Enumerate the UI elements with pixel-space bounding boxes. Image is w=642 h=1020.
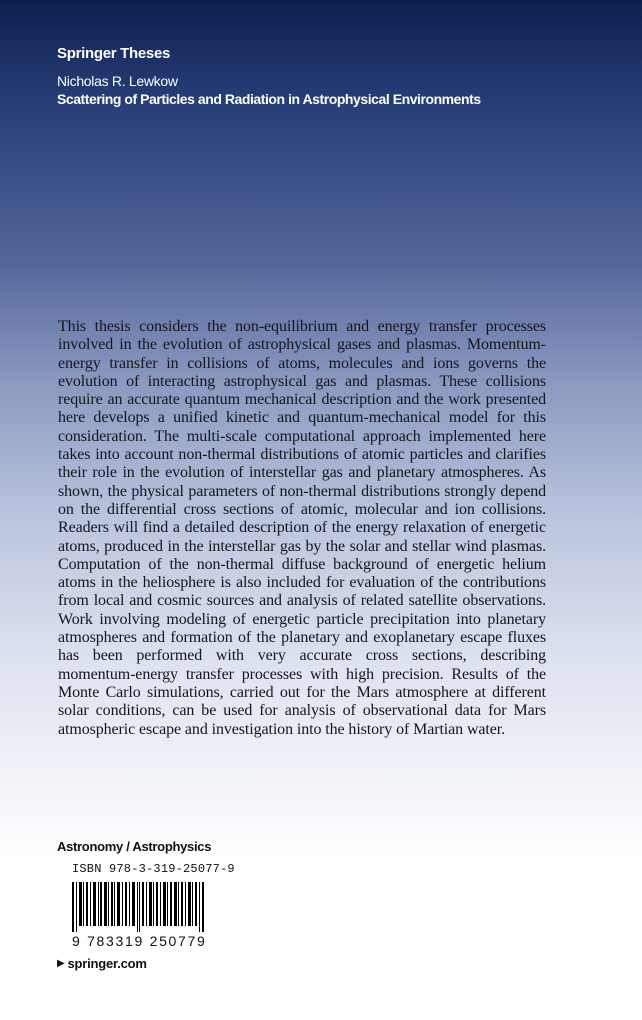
book-title: Scattering of Particles and Radiation in Astrophysical Environments [57, 91, 481, 107]
publisher-label: springer.com [67, 956, 147, 971]
barcode [72, 882, 212, 932]
barcode-digits: 9 783319 250779 [72, 933, 207, 949]
author-name: Nicholas R. Lewkow [57, 73, 178, 89]
publisher-link[interactable] [57, 956, 147, 971]
subject-category: Astronomy / Astrophysics [57, 839, 212, 854]
triangle-right-icon: ▶ [57, 958, 65, 969]
series-name: Springer Theses [57, 45, 171, 62]
abstract-text: This thesis considers the non-equilibrium and energy transfer processes involved in the evolution of astrophysical gases and plasmas. Momentum-energy transfer in collisions of atoms, molecules and ions governs the evolution of interacting astrophysical gas and plasmas. These collisions require an accurate quantum mechanical description and the work presented here develops a unified kinetic and quantum-mechanical model for this consideration. The multi-scale computational approach implemented here takes into account non-thermal distributions of atomic particles and clarifies their role in the evolution of interstellar gas and planetary atmospheres. As shown, the physical parameters of non-thermal distributions strongly depend on the differential cross sections of atomic, molecular and ion collisions. Readers will find a detailed description of the energy relaxation of energetic atoms, produced in the interstellar gas by the solar and stellar wind plasmas. Computation of the non-thermal diffuse background of energetic helium atoms in the heliosphere is also included for evaluation of the contributions from local and cosmic sources and analysis of related satellite observations. Work involving modeling of energetic particle precipitation into planetary atmospheres and formation of the planetary and exoplanetary escape fluxes has been performed with very accurate cross sections, describing momentum-energy transfer processes with high precision. Results of the Monte Carlo simulations, carried out for the Mars atmosphere at different solar conditions, can be used for analysis of observational data for Mars atmospheric escape and investigation into the history of Martian water. [58, 318, 546, 738]
isbn-text: ISBN 978-3-319-25077-9 [72, 862, 235, 876]
